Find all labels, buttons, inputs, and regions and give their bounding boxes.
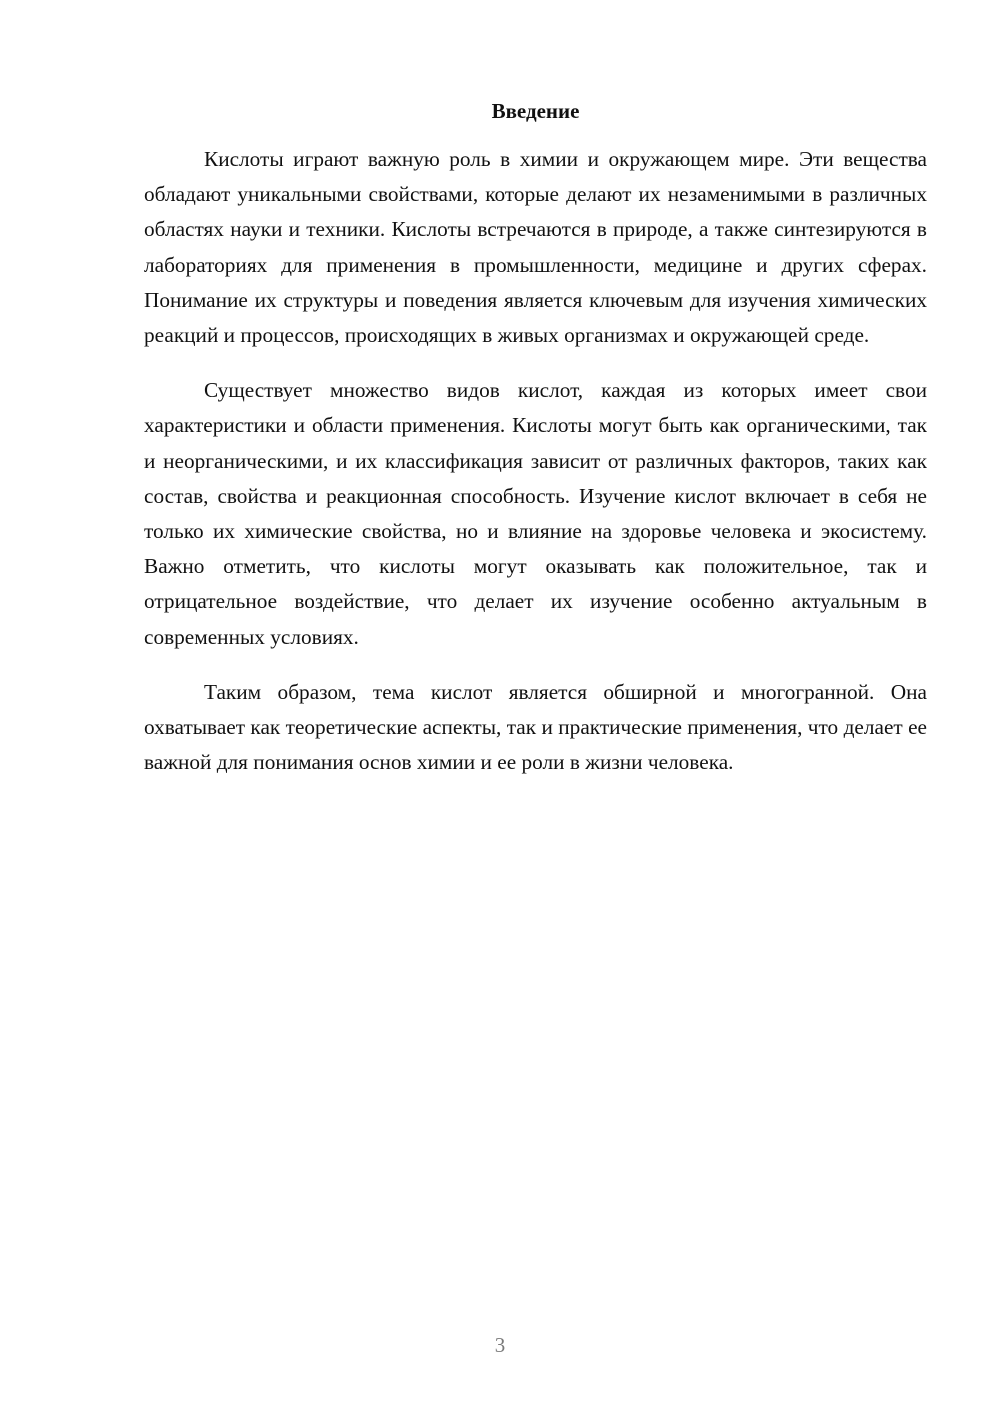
paragraph-1: Кислоты играют важную роль в химии и окружающем мире. Эти вещества обладают уникальными свойствами, которые делают их незаменимыми в различных областях науки и техники. Кислоты встречаются в природе, а также синтезируются в лабораториях для применения в промышленности, медицине и других сферах. Понимание их структуры и поведения является ключевым для изучения химических реакций и процессов, происходящих в живых организмах и окружающей среде. xyxy=(144,147,927,348)
document-page xyxy=(144,96,927,800)
paragraph-2: Существует множество видов кислот, каждая из которых имеет свои характеристики и области применения. Кислоты могут быть как органическими, так и неорганическими, и их классификация зависит от различных факторов, таких как состав, свойства и реакционная способность. Изучение кислот включает в себя не только их химические свойства, но и влияние на здоровье человека и экосистему. Важно отметить, что кислоты могут оказывать как положительное, так и отрицательное воздействие, что делает их изучение особенно актуальным в современных условиях. xyxy=(144,378,927,649)
paragraph-3: Таким образом, тема кислот является обширной и многогранной. Она охватывает как теоретические аспекты, так и практические применения, что делает ее важной для понимания основ химии и ее роли в жизни человека. xyxy=(144,679,927,775)
page-number: 3 xyxy=(494,1333,506,1357)
page-title: Введение xyxy=(491,99,580,123)
